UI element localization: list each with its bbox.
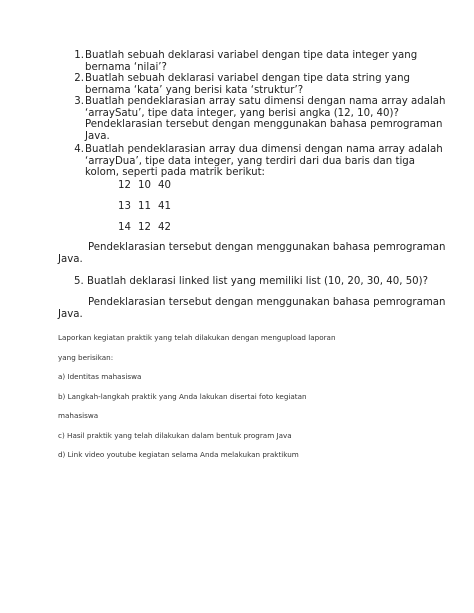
matrix-cell: 10 — [138, 180, 151, 191]
question-line: Java. — [85, 130, 110, 142]
question-line: Buatlah pendeklarasian array dua dimensi dengan nama array adalah — [85, 144, 443, 155]
matrix-row — [118, 180, 178, 192]
report-item-a: a) Identitas mahasiswa — [58, 372, 142, 381]
question-line: bernama ‘kata’ yang berisi kata ‘struktur’? — [85, 84, 304, 96]
matrix-cell: 12 — [138, 222, 151, 233]
question-line: Buatlah sebuah deklarasi variabel dengan tipe data string yang — [85, 73, 410, 84]
matrix-cell: 14 — [118, 222, 131, 233]
question-number: 1. — [74, 50, 84, 61]
matrix-row — [118, 201, 178, 213]
question-line: Buatlah pendeklarasian array satu dimensi dengan nama array adalah — [85, 96, 446, 107]
matrix-cell: 40 — [158, 180, 171, 191]
matrix-cell: 13 — [118, 201, 131, 212]
question-number: 4. — [74, 144, 84, 155]
question-5: 5. Buatlah deklarasi linked list yang memiliki list (10, 20, 30, 40, 50)? — [74, 276, 429, 287]
java-note — [58, 242, 446, 265]
question-text — [85, 50, 418, 73]
report-intro: yang berisikan: — [58, 353, 114, 362]
note-line: Pendeklarasian tersebut dengan menggunakan bahasa pemrograman — [88, 242, 446, 253]
question-line: ‘arrayDua’, tipe data integer, yang terdiri dari dua baris dan tiga — [85, 155, 415, 167]
note-line: Java. — [58, 253, 83, 265]
question-number: 3. — [74, 96, 84, 107]
report-item-b: b) Langkah-langkah praktik yang Anda lakukan disertai foto kegiatan — [58, 392, 307, 401]
report-intro: Laporkan kegiatan praktik yang telah dilakukan dengan mengupload laporan — [58, 333, 336, 342]
matrix-cell: 42 — [158, 222, 171, 233]
java-note — [58, 297, 446, 320]
question-text — [85, 73, 410, 96]
report-item-c: c) Hasil praktik yang telah dilakukan dalam bentuk program Java — [58, 431, 292, 440]
question-line: bernama ‘nilai’? — [85, 61, 167, 73]
matrix-cell: 12 — [118, 180, 131, 191]
matrix-row — [118, 222, 178, 234]
question-text — [85, 96, 446, 142]
question-line: Pendeklarasian tersebut dengan menggunakan bahasa pemrograman — [85, 119, 443, 131]
note-line: Pendeklarasian tersebut dengan menggunakan bahasa pemrograman — [88, 297, 446, 308]
note-line: Java. — [58, 308, 83, 320]
question-line: ‘arraySatu’, tipe data integer, yang berisi angka (12, 10, 40)? — [85, 107, 399, 119]
question-number: 2. — [74, 73, 84, 84]
report-item-d: d) Link video youtube kegiatan selama Anda melakukan praktikum — [58, 450, 299, 459]
question-line: Buatlah sebuah deklarasi variabel dengan tipe data integer yang — [85, 50, 418, 61]
question-text — [85, 144, 443, 179]
matrix-cell: 41 — [158, 201, 171, 212]
matrix-cell: 11 — [138, 201, 151, 212]
report-item-b-cont: mahasiswa — [58, 411, 99, 420]
question-line: kolom, seperti pada matrik berikut: — [85, 167, 265, 179]
